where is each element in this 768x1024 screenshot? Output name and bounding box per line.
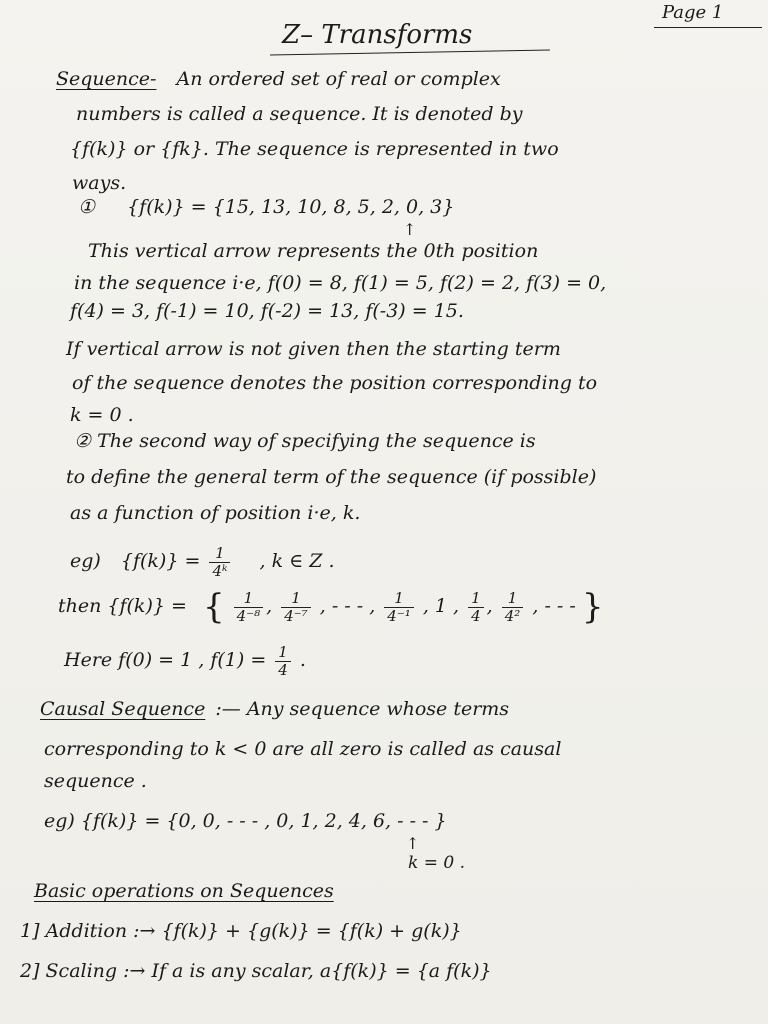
zero-position-arrow: ↑: [403, 220, 417, 239]
then-fraction-2: [281, 590, 310, 625]
then-fraction-1: [234, 590, 263, 625]
causal-example-line: eg) {f(k)} = {0, 0, - - - , 0, 1, 2, 4, 6, - - - }: [44, 810, 447, 832]
example1-label: eg): [70, 550, 101, 572]
here-fraction-den: 4: [278, 660, 288, 679]
example1-line: [70, 542, 335, 580]
sequence-definition-line4: ways.: [72, 172, 127, 194]
then-fraction-1-den: 4⁻⁸: [236, 606, 261, 625]
then-fraction-1-num: 1: [234, 590, 263, 608]
no-arrow-line2: of the sequence denotes the position corresponding to: [72, 372, 598, 394]
example1-denominator: 4ᵏ: [212, 561, 228, 580]
basic-ops-scaling: 2] Scaling :→ If a is any scalar, a{f(k)} = {a f(k)}: [20, 960, 492, 982]
arrow-explain-line1: This vertical arrow represents the 0th position: [88, 240, 539, 262]
way1-sequence: {f(k)} = {15, 13, 10, 8, 5, 2, 0, 3}: [127, 196, 455, 218]
then-fraction-2-num: 1: [281, 590, 310, 608]
here-end: .: [299, 649, 306, 671]
then-one: , 1 ,: [422, 595, 460, 617]
way2-line1: ② The second way of specifying the sequence is: [74, 430, 536, 452]
example1-fraction: [209, 545, 230, 580]
page-number: Page 1: [662, 2, 724, 23]
page-number-underline: [654, 27, 762, 28]
then-fraction-5-num: 1: [502, 590, 524, 608]
causal-line1: [40, 696, 509, 722]
example1-numerator: 1: [209, 545, 230, 563]
example1-domain: , k ∈ Z .: [259, 550, 335, 572]
sequence-definition-line1: [56, 66, 501, 92]
causal-zero-arrow: ↑: [406, 834, 420, 853]
then-fraction-3-den: 4⁻¹: [387, 606, 411, 625]
sequence-definition-line3: {f(k)} or {fk}. The sequence is represented in two: [70, 138, 559, 160]
way2-line3: as a function of position i·e, k.: [70, 502, 361, 524]
then-fraction-4-den: 4: [471, 606, 481, 625]
arrow-explain-line3: f(4) = 3, f(-1) = 10, f(-2) = 13, f(-3) = 15.: [70, 300, 464, 322]
then-close-brace: }: [581, 587, 604, 627]
page-title: Z– Transforms: [282, 20, 473, 50]
here-fraction: [275, 644, 291, 679]
no-arrow-line3: k = 0 .: [70, 404, 134, 426]
causal-line2: corresponding to k < 0 are all zero is called as causal: [44, 738, 562, 760]
example1-lhs: {f(k)} =: [120, 550, 201, 572]
then-dots: , - - - ,: [319, 595, 376, 617]
then-open-brace: {: [202, 587, 225, 627]
then-fraction-5: [502, 590, 524, 625]
no-arrow-line1: If vertical arrow is not given then the starting term: [66, 338, 561, 360]
way1-marker: ①: [78, 196, 96, 218]
causal-heading: Causal Sequence: [40, 698, 206, 720]
then-label: then {f(k)} =: [58, 595, 187, 617]
basic-ops-addition: 1] Addition :→ {f(k)} + {g(k)} = {f(k) + g(k)}: [20, 920, 462, 942]
then-fraction-4-num: 1: [468, 590, 484, 608]
then-fraction-3: [384, 590, 413, 625]
then-fraction-3-num: 1: [384, 590, 413, 608]
causal-k-label: k = 0 .: [408, 853, 465, 873]
then-fraction-2-den: 4⁻⁷: [284, 606, 308, 625]
then-tail: , - - -: [532, 595, 576, 617]
title-underline: [270, 50, 550, 56]
causal-definition: :— Any sequence whose terms: [215, 698, 510, 720]
sequence-heading: Sequence-: [56, 68, 157, 90]
then-row: then {f(k)} = { $\frac{1}{\text{4⁻⁸}}$ , $\frac{1}{\text{4⁻⁷}}$ , - - - , $\frac{1}{\text{4⁻¹}}$ , 1 , $\frac{1}{4}$ , $\frac{1}{\text{4²}}$ , - - - }: [58, 587, 604, 627]
way2-line2: to define the general term of the sequence (if possible): [66, 466, 597, 488]
arrow-explain-line2: in the sequence i·e, f(0) = 8, f(1) = 5, f(2) = 2, f(3) = 0,: [74, 272, 607, 294]
causal-line3: sequence .: [44, 770, 147, 792]
here-row: [64, 640, 306, 680]
sequence-definition-line2: numbers is called a sequence. It is denoted by: [76, 103, 523, 125]
sequence-definition-text: An ordered set of real or complex: [176, 68, 501, 90]
here-fraction-num: 1: [275, 644, 291, 662]
here-text: Here f(0) = 1 , f(1) =: [64, 649, 267, 671]
way1-line: [78, 194, 454, 220]
then-fraction-4: [468, 590, 484, 625]
basic-ops-heading: Basic operations on Sequences: [34, 880, 334, 902]
then-fraction-5-den: 4²: [504, 606, 521, 625]
